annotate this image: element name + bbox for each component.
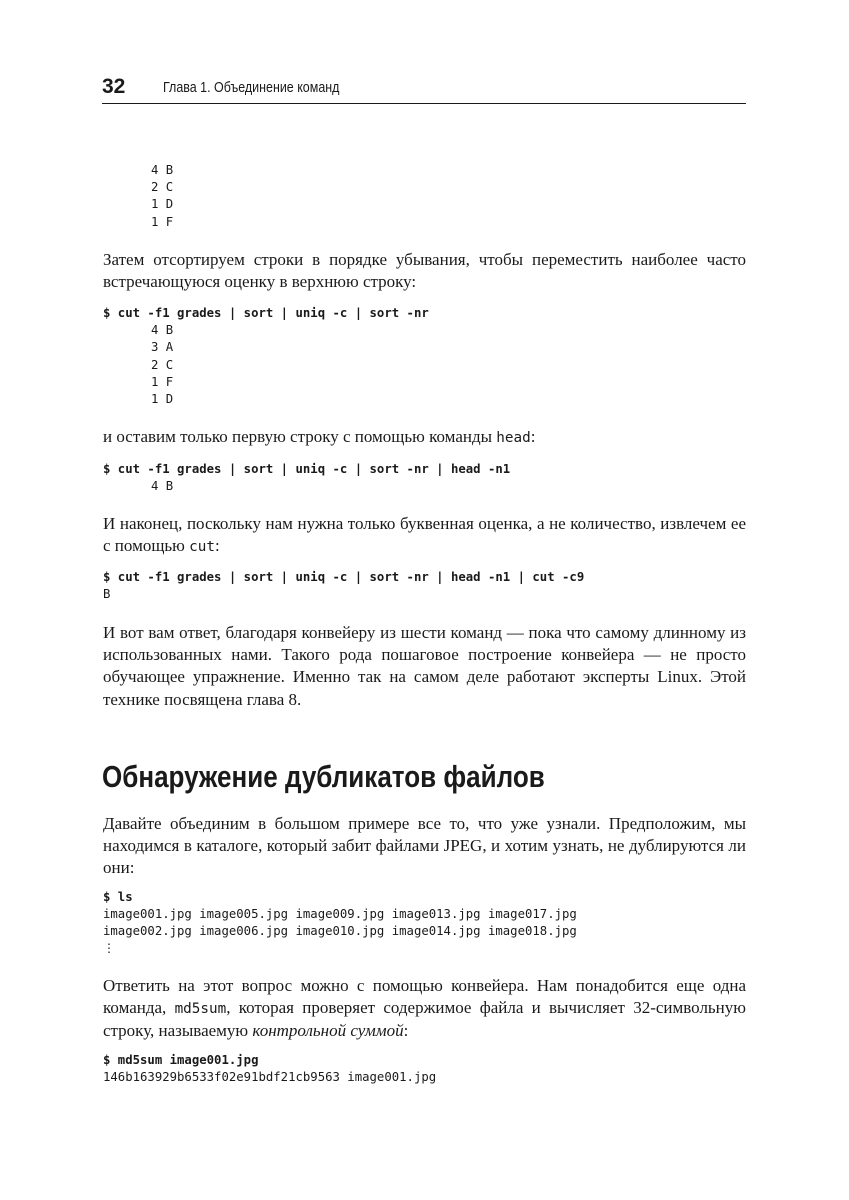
emphasis-term: контрольной суммой (252, 1021, 404, 1041)
inline-code-md5sum: md5sum (174, 1001, 227, 1018)
code-block-md5sum (103, 1052, 436, 1086)
paragraph-cut (103, 513, 746, 558)
inline-code-cut: cut (189, 539, 215, 556)
inline-code-head: head (496, 430, 531, 446)
code-command-line: $ cut -f1 grades | sort | uniq -c | sort -nr | head -n1 (103, 462, 511, 476)
paragraph-text: и оставим только первую строку с помощью команды (103, 427, 497, 446)
page-header (102, 74, 746, 104)
paragraph-md5sum (103, 975, 746, 1043)
paragraph-section-intro: Давайте объединим в большом примере все то, что уже узнали. Предположим, мы находимся в каталоге, который забит файлами JPEG, и хотим узнать, не дублируются ли они: (103, 814, 746, 878)
code-output-line: image001.jpg image005.jpg image009.jpg image013.jpg image017.jpg (103, 907, 577, 922)
code-output-line: 2 C (151, 357, 174, 372)
paragraph-text: : (530, 427, 536, 446)
code-output-line: 1 D (151, 197, 174, 212)
section-heading: Обнаружение дубликатов файлов (102, 759, 545, 794)
code-block-sort-nr (103, 305, 429, 408)
code-output-line: image002.jpg image006.jpg image010.jpg image014.jpg image018.jpg (103, 924, 577, 939)
paragraph-text: : (214, 536, 220, 556)
paragraph-text: Ответить на этот вопрос можно с помощью конвейера. Нам понадобится еще одна команда, (103, 976, 746, 1018)
paragraph-sort-descending: Затем отсортируем строки в порядке убывания, чтобы переместить наиболее часто встречающуюся оценку в верхнюю строку: (103, 250, 746, 292)
code-output-line: 4 B (151, 323, 174, 338)
paragraph-answer: И вот вам ответ, благодаря конвейеру из шести команд — пока что самому длинному из использованных нами. Такого рода пошаговое построение конвейера — не просто обучающее упражнение. Именно так на самом деле работают эксперты Linux. Этой технике посвящена глава 8. (103, 623, 746, 709)
code-output-line: 1 F (151, 214, 174, 229)
page-number: 32 (102, 75, 126, 98)
code-command-line: $ cut -f1 grades | sort | uniq -c | sort -nr | head -n1 | cut -c9 (103, 570, 585, 584)
code-output-line: 146b163929b6533f02e91bdf21cb9563 image001.jpg (103, 1070, 437, 1085)
code-command-line: $ cut -f1 grades | sort | uniq -c | sort -nr (103, 306, 429, 320)
code-output-line: 3 A (151, 340, 174, 355)
paragraph-text: И наконец, поскольку нам нужна только буквенная оценка, а не количество, извлечем ее с помощью (103, 514, 746, 556)
code-output-line: 4 B (151, 163, 174, 177)
code-block-ls (103, 889, 577, 955)
code-output-line: 2 C (151, 180, 174, 195)
code-output-line: B (103, 587, 111, 602)
code-command-line: $ md5sum image001.jpg (103, 1053, 259, 1067)
paragraph-text: : (403, 1021, 409, 1041)
paragraph-head (103, 426, 746, 449)
code-block-cut (103, 569, 584, 603)
code-command-line: $ ls (103, 890, 133, 904)
code-output-line: 1 F (151, 374, 174, 389)
running-title: Глава 1. Объединение команд (163, 80, 340, 96)
paragraph-text: , которая проверяет содержимое файла и вычисляет 32-символьную строку, называемую (103, 998, 746, 1041)
code-output-line: 1 D (151, 392, 174, 407)
code-block-head (103, 461, 510, 495)
vertical-ellipsis: ⋮ (103, 940, 115, 955)
code-block-grade-counts (103, 162, 173, 231)
code-output-line: 4 B (151, 479, 174, 494)
